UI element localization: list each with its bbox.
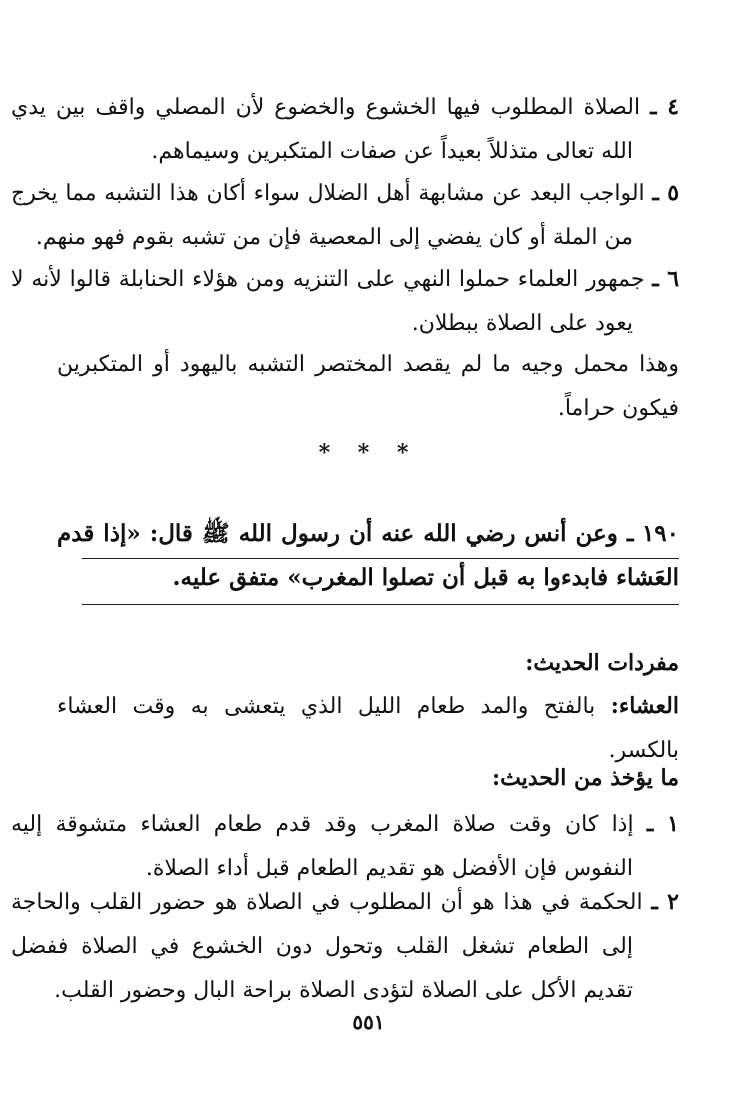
item-number: ١ ـ (646, 811, 679, 837)
lesson-item-2 (11, 880, 679, 1013)
item-text: الواجب البعد عن مشابهة أهل الضلال سواء أكان هذا التشبه مما يخرج من الملة أو كان يفضي إلى المعصية فإن من تشبه بقوم فهو منهم. (11, 181, 645, 250)
vocab-entry (57, 684, 679, 773)
list-item-6 (11, 257, 679, 346)
item-text: الحكمة في هذا هو أن المطلوب في الصلاة هو حضور القلب والحاجة إلى الطعام تشغل القلب وتحول دون الخشوع في الصلاة ففضل تقديم الأكل على الصلاة لتؤدى الصلاة براحة البال وحضور القلب. (11, 890, 643, 1003)
item-number: ٢ ـ (651, 889, 679, 915)
lessons-heading: ما يؤخذ من الحديث: (491, 765, 679, 791)
section-separator: * * * (318, 440, 419, 466)
item-number: ٥ ـ (652, 180, 680, 206)
page-number: ٥٥١ (352, 1010, 385, 1034)
vocab-definition: بالفتح والمد طعام الليل الذي يتعشى به وقت العشاء بالكسر. (57, 694, 679, 763)
hadith-rule-1 (82, 558, 679, 559)
hadith-number: ١٩٠ (641, 520, 680, 547)
hadith-rule-2 (82, 604, 679, 605)
item-text: جمهور العلماء حملوا النهي على التنزيه ومن هؤلاء الحنابلة قالوا لأنه لا يعود على الصلاة ببطلان. (11, 267, 645, 336)
hadith-text (57, 512, 679, 600)
vocab-heading: مفردات الحديث: (525, 650, 679, 676)
item-number: ٤ ـ (650, 94, 680, 120)
vocab-term: العشاء: (610, 693, 679, 719)
list-item-5 (11, 171, 679, 260)
note-paragraph: وهذا محمل وجيه ما لم يقصد المختصر التشبه باليهود أو المتكبرين فيكون حراماً. (57, 352, 679, 421)
hadith-body: ـ وعن أنس رضي الله عنه أن رسول الله ﷺ قال: «إذا قدم العَشاء فابدءوا به قبل أن تصلوا المغرب» متفق عليه. (57, 520, 679, 591)
item-number: ٦ ـ (652, 266, 680, 292)
lesson-item-1 (11, 802, 679, 891)
item-text: الصلاة المطلوب فيها الخشوع والخضوع لأن المصلي واقف بين يدي الله تعالى متذللاً بعيداً عن صفات المتكبرين وسيماهم. (11, 95, 641, 164)
item-text: إذا كان وقت صلاة المغرب وقد قدم طعام العشاء متشوقة إليه النفوس فإن الأفضل هو تقديم الطعام قبل أداء الصلاة. (11, 812, 634, 881)
list-item-4 (11, 85, 679, 174)
